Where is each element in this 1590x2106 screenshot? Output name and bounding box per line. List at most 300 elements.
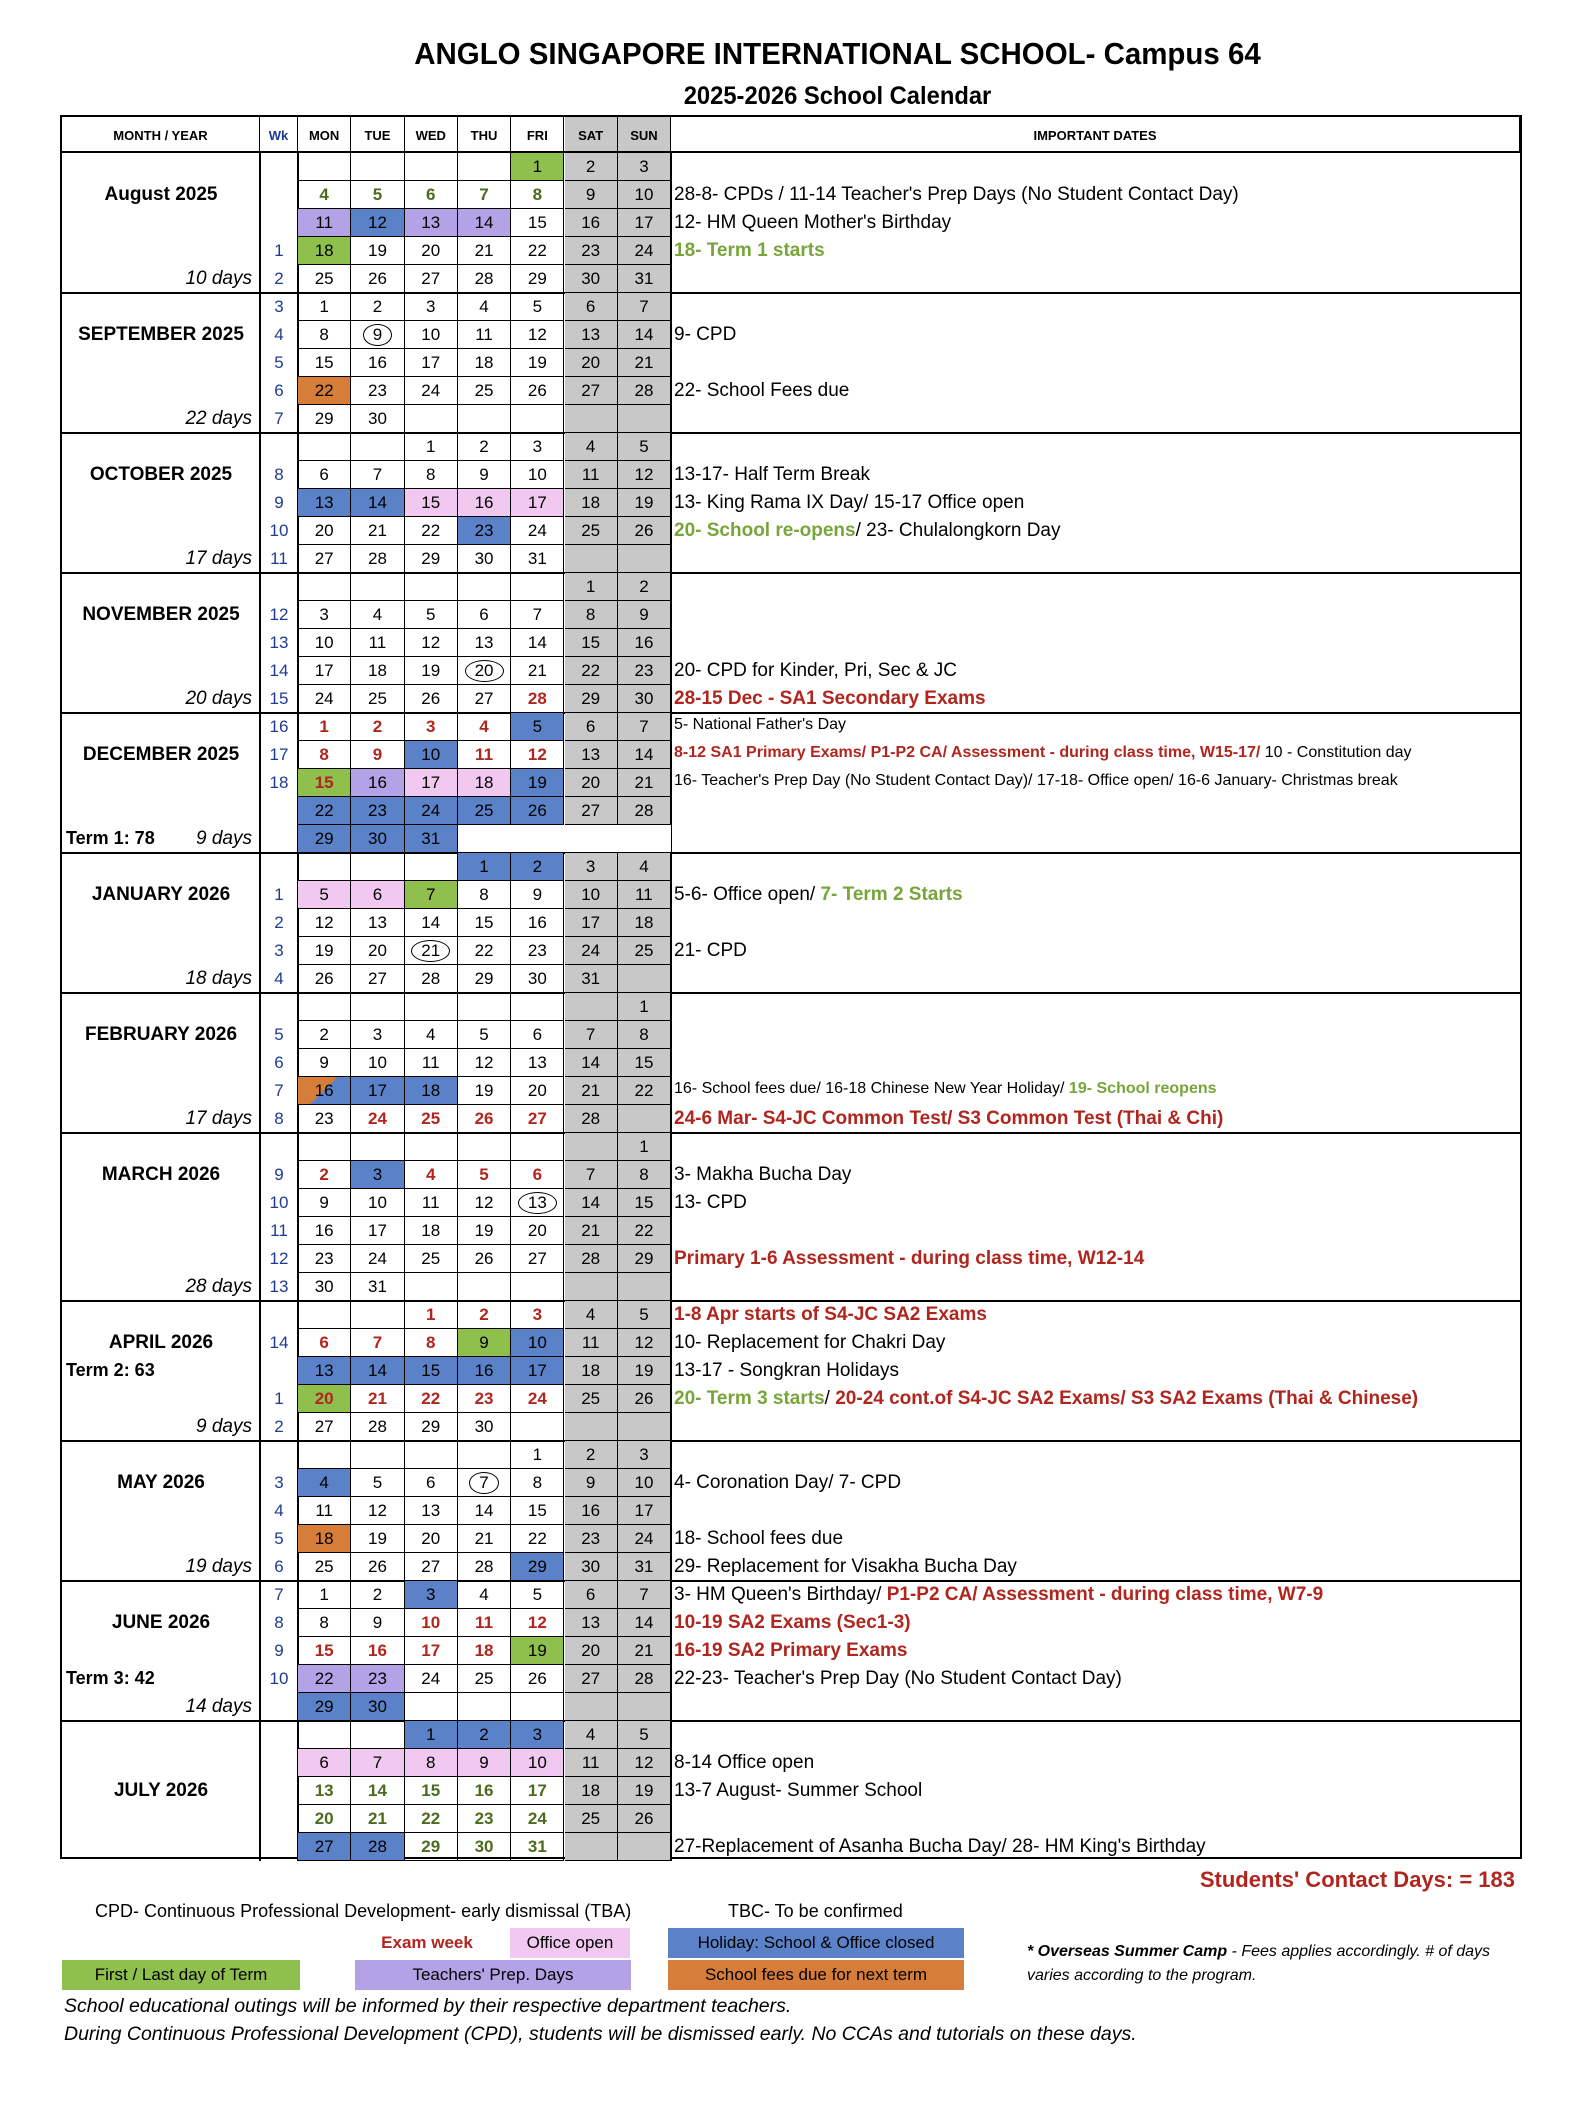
day-cell[interactable] [618, 405, 671, 433]
day-cell[interactable]: 22 [298, 797, 351, 825]
day-cell[interactable]: 13 [565, 741, 618, 769]
day-cell[interactable]: 20 [565, 769, 618, 797]
day-cell[interactable] [298, 1721, 351, 1749]
day-cell[interactable]: 10 [405, 741, 458, 769]
day-cell[interactable]: 30 [458, 545, 511, 573]
day-cell[interactable]: 12 [511, 741, 564, 769]
day-cell[interactable] [458, 405, 511, 433]
day-cell[interactable] [565, 1693, 618, 1721]
day-cell[interactable]: 14 [618, 741, 671, 769]
day-cell[interactable]: 14 [458, 209, 511, 237]
day-cell[interactable]: 5 [351, 1469, 404, 1497]
day-cell[interactable]: 10 [351, 1189, 404, 1217]
day-cell[interactable]: 25 [405, 1245, 458, 1273]
day-cell[interactable]: 8 [511, 1469, 564, 1497]
day-cell[interactable]: 13 [298, 1357, 351, 1385]
day-cell[interactable]: 31 [511, 545, 564, 573]
day-cell[interactable]: 12 [618, 461, 671, 489]
day-cell[interactable] [405, 1441, 458, 1469]
day-cell[interactable]: 17 [405, 349, 458, 377]
day-cell[interactable]: 23 [565, 237, 618, 265]
day-cell[interactable]: 29 [511, 265, 564, 293]
day-cell[interactable]: 24 [565, 937, 618, 965]
day-cell[interactable]: 4 [458, 293, 511, 321]
day-cell[interactable]: 12 [298, 909, 351, 937]
day-cell[interactable]: 12 [458, 1049, 511, 1077]
day-cell[interactable]: 26 [351, 265, 404, 293]
day-cell[interactable]: 7 [565, 1161, 618, 1189]
day-cell[interactable] [511, 1693, 564, 1721]
day-cell[interactable]: 13 [405, 1497, 458, 1525]
day-cell[interactable]: 15 [618, 1049, 671, 1077]
day-cell[interactable] [351, 573, 404, 601]
day-cell[interactable]: 10 [565, 881, 618, 909]
day-cell[interactable]: 20 [298, 1805, 351, 1833]
day-cell[interactable]: 26 [511, 377, 564, 405]
day-cell[interactable]: 11 [351, 629, 404, 657]
day-cell[interactable]: 6 [565, 1581, 618, 1609]
day-cell[interactable]: 20 [511, 1217, 564, 1245]
day-cell[interactable]: 1 [618, 993, 671, 1021]
day-cell[interactable]: 3 [618, 1441, 671, 1469]
day-cell[interactable]: 24 [511, 1385, 564, 1413]
day-cell[interactable]: 30 [511, 965, 564, 993]
day-cell[interactable]: 9 [298, 1049, 351, 1077]
day-cell[interactable]: 14 [565, 1049, 618, 1077]
day-cell[interactable]: 27 [351, 965, 404, 993]
day-cell[interactable]: 24 [351, 1245, 404, 1273]
day-cell[interactable]: 10 [298, 629, 351, 657]
day-cell[interactable] [298, 1301, 351, 1329]
day-cell[interactable]: 6 [298, 1749, 351, 1777]
day-cell[interactable]: 21 [511, 657, 564, 685]
day-cell[interactable]: 14 [618, 1609, 671, 1637]
day-cell[interactable] [511, 405, 564, 433]
day-cell[interactable]: 14 [618, 321, 671, 349]
day-cell[interactable] [458, 657, 511, 685]
day-cell[interactable]: 8 [298, 321, 351, 349]
day-cell[interactable]: 19 [511, 1637, 564, 1665]
day-cell[interactable]: 26 [618, 517, 671, 545]
day-cell[interactable]: 9 [351, 1609, 404, 1637]
day-cell[interactable]: 18 [351, 657, 404, 685]
day-cell[interactable] [565, 1833, 618, 1861]
day-cell[interactable]: 7 [618, 293, 671, 321]
day-cell[interactable]: 30 [565, 265, 618, 293]
day-cell[interactable]: 22 [618, 1077, 671, 1105]
day-cell[interactable]: 29 [298, 1693, 351, 1721]
day-cell[interactable]: 5 [618, 1301, 671, 1329]
day-cell[interactable]: 25 [405, 1105, 458, 1133]
day-cell[interactable]: 22 [458, 937, 511, 965]
day-cell[interactable]: 24 [405, 797, 458, 825]
day-cell[interactable] [618, 1693, 671, 1721]
day-cell[interactable]: 1 [511, 1441, 564, 1469]
day-cell[interactable]: 13 [298, 489, 351, 517]
day-cell[interactable]: 29 [458, 965, 511, 993]
day-cell[interactable] [351, 853, 404, 881]
day-cell[interactable]: 5 [458, 1021, 511, 1049]
day-cell[interactable]: 18 [298, 237, 351, 265]
day-cell[interactable]: 7 [458, 181, 511, 209]
day-cell[interactable]: 5 [405, 601, 458, 629]
day-cell[interactable]: 27 [298, 1413, 351, 1441]
day-cell[interactable]: 3 [405, 713, 458, 741]
day-cell[interactable]: 15 [298, 1637, 351, 1665]
day-cell[interactable]: 22 [298, 377, 351, 405]
day-cell[interactable]: 11 [618, 881, 671, 909]
day-cell[interactable]: 1 [298, 293, 351, 321]
day-cell[interactable] [565, 405, 618, 433]
day-cell[interactable]: 3 [405, 293, 458, 321]
day-cell[interactable]: 12 [511, 321, 564, 349]
day-cell[interactable] [405, 573, 458, 601]
day-cell[interactable]: 5 [351, 181, 404, 209]
day-cell[interactable]: 3 [511, 1301, 564, 1329]
day-cell[interactable]: 27 [458, 685, 511, 713]
day-cell[interactable]: 24 [618, 1525, 671, 1553]
day-cell[interactable]: 2 [298, 1021, 351, 1049]
day-cell[interactable]: 27 [405, 1553, 458, 1581]
day-cell[interactable]: 16 [351, 1637, 404, 1665]
day-cell[interactable]: 25 [565, 517, 618, 545]
day-cell[interactable]: 10 [511, 1329, 564, 1357]
day-cell[interactable]: 9 [351, 741, 404, 769]
day-cell[interactable]: 15 [618, 1189, 671, 1217]
day-cell[interactable]: 11 [298, 209, 351, 237]
day-cell[interactable]: 20 [511, 1077, 564, 1105]
day-cell[interactable]: 16 [351, 349, 404, 377]
day-cell[interactable]: 1 [405, 433, 458, 461]
day-cell[interactable]: 9 [511, 881, 564, 909]
day-cell[interactable]: 4 [458, 1581, 511, 1609]
day-cell[interactable] [351, 153, 404, 181]
day-cell[interactable]: 26 [351, 1553, 404, 1581]
day-cell[interactable]: 17 [351, 1077, 404, 1105]
day-cell[interactable]: 20 [298, 517, 351, 545]
day-cell[interactable]: 7 [405, 881, 458, 909]
day-cell[interactable]: 26 [511, 1665, 564, 1693]
day-cell[interactable]: 17 [405, 1637, 458, 1665]
day-cell[interactable] [298, 1441, 351, 1469]
day-cell[interactable]: 14 [351, 1777, 404, 1805]
day-cell[interactable] [511, 1133, 564, 1161]
day-cell[interactable] [565, 1413, 618, 1441]
day-cell[interactable]: 17 [298, 657, 351, 685]
day-cell[interactable]: 26 [618, 1805, 671, 1833]
day-cell[interactable]: 1 [405, 1301, 458, 1329]
day-cell[interactable] [565, 825, 618, 853]
day-cell[interactable]: 17 [618, 1497, 671, 1525]
day-cell[interactable] [405, 937, 458, 965]
day-cell[interactable]: 11 [298, 1497, 351, 1525]
day-cell[interactable]: 4 [565, 1301, 618, 1329]
day-cell[interactable]: 7 [618, 1581, 671, 1609]
day-cell[interactable]: 7 [511, 601, 564, 629]
day-cell[interactable] [618, 1413, 671, 1441]
day-cell[interactable]: 12 [351, 1497, 404, 1525]
day-cell[interactable]: 7 [351, 461, 404, 489]
day-cell[interactable] [511, 825, 564, 853]
day-cell[interactable] [405, 1273, 458, 1301]
day-cell[interactable] [565, 993, 618, 1021]
day-cell[interactable] [458, 573, 511, 601]
day-cell[interactable] [298, 1133, 351, 1161]
day-cell[interactable]: 9 [458, 1329, 511, 1357]
day-cell[interactable] [405, 1693, 458, 1721]
day-cell[interactable]: 24 [405, 1665, 458, 1693]
day-cell[interactable] [351, 1133, 404, 1161]
day-cell[interactable] [511, 1189, 564, 1217]
day-cell[interactable]: 29 [298, 825, 351, 853]
day-cell[interactable]: 29 [298, 405, 351, 433]
day-cell[interactable] [351, 1721, 404, 1749]
day-cell[interactable]: 15 [565, 629, 618, 657]
day-cell[interactable] [618, 965, 671, 993]
day-cell[interactable]: 28 [351, 1413, 404, 1441]
day-cell[interactable]: 5 [511, 713, 564, 741]
day-cell[interactable]: 29 [565, 685, 618, 713]
day-cell[interactable]: 22 [565, 657, 618, 685]
day-cell[interactable]: 15 [405, 489, 458, 517]
day-cell[interactable]: 1 [458, 853, 511, 881]
day-cell[interactable]: 11 [565, 1749, 618, 1777]
day-cell[interactable]: 21 [458, 1525, 511, 1553]
day-cell[interactable]: 4 [565, 1721, 618, 1749]
day-cell[interactable]: 17 [511, 1777, 564, 1805]
day-cell[interactable] [458, 153, 511, 181]
day-cell[interactable]: 28 [565, 1245, 618, 1273]
day-cell[interactable]: 16 [351, 769, 404, 797]
day-cell[interactable] [618, 1105, 671, 1133]
day-cell[interactable]: 27 [298, 1833, 351, 1861]
day-cell[interactable]: 16 [298, 1217, 351, 1245]
day-cell[interactable]: 16 [458, 489, 511, 517]
day-cell[interactable]: 15 [405, 1777, 458, 1805]
day-cell[interactable]: 5 [298, 881, 351, 909]
day-cell[interactable]: 29 [405, 545, 458, 573]
day-cell[interactable]: 14 [511, 629, 564, 657]
day-cell[interactable]: 6 [458, 601, 511, 629]
day-cell[interactable]: 25 [298, 1553, 351, 1581]
day-cell[interactable] [565, 1133, 618, 1161]
day-cell[interactable]: 13 [511, 1049, 564, 1077]
day-cell[interactable]: 18 [405, 1217, 458, 1245]
day-cell[interactable]: 10 [405, 321, 458, 349]
day-cell[interactable]: 15 [298, 349, 351, 377]
day-cell[interactable]: 17 [618, 209, 671, 237]
day-cell[interactable]: 10 [618, 181, 671, 209]
day-cell[interactable]: 19 [458, 1077, 511, 1105]
day-cell[interactable]: 28 [458, 265, 511, 293]
day-cell[interactable]: 29 [405, 1413, 458, 1441]
day-cell[interactable]: 11 [405, 1049, 458, 1077]
day-cell[interactable]: 25 [458, 377, 511, 405]
day-cell[interactable]: 27 [405, 265, 458, 293]
day-cell[interactable]: 18 [405, 1077, 458, 1105]
day-cell[interactable] [298, 993, 351, 1021]
day-cell[interactable]: 23 [565, 1525, 618, 1553]
day-cell[interactable]: 20 [351, 937, 404, 965]
day-cell[interactable]: 6 [298, 1329, 351, 1357]
day-cell[interactable]: 11 [458, 741, 511, 769]
day-cell[interactable]: 6 [298, 461, 351, 489]
day-cell[interactable]: 25 [458, 1665, 511, 1693]
day-cell[interactable]: 13 [351, 909, 404, 937]
day-cell[interactable]: 29 [618, 1245, 671, 1273]
day-cell[interactable]: 2 [351, 1581, 404, 1609]
day-cell[interactable]: 2 [511, 853, 564, 881]
day-cell[interactable]: 23 [618, 657, 671, 685]
day-cell[interactable]: 30 [458, 1833, 511, 1861]
day-cell[interactable]: 22 [618, 1217, 671, 1245]
day-cell[interactable]: 28 [618, 377, 671, 405]
day-cell[interactable]: 24 [618, 237, 671, 265]
day-cell[interactable] [565, 1273, 618, 1301]
day-cell[interactable] [298, 573, 351, 601]
day-cell[interactable]: 13 [405, 209, 458, 237]
day-cell[interactable]: 26 [458, 1105, 511, 1133]
day-cell[interactable] [458, 1441, 511, 1469]
day-cell[interactable]: 10 [405, 1609, 458, 1637]
day-cell[interactable]: 21 [565, 1077, 618, 1105]
day-cell[interactable]: 28 [351, 545, 404, 573]
day-cell[interactable]: 22 [405, 1385, 458, 1413]
day-cell[interactable] [298, 853, 351, 881]
day-cell[interactable]: 21 [618, 769, 671, 797]
day-cell[interactable]: 1 [565, 573, 618, 601]
day-cell[interactable]: 4 [351, 601, 404, 629]
day-cell[interactable]: 4 [458, 713, 511, 741]
day-cell[interactable]: 12 [618, 1329, 671, 1357]
day-cell[interactable]: 9 [298, 1189, 351, 1217]
day-cell[interactable]: 23 [351, 1665, 404, 1693]
day-cell[interactable]: 25 [565, 1385, 618, 1413]
day-cell[interactable]: 31 [351, 1273, 404, 1301]
day-cell[interactable]: 15 [298, 769, 351, 797]
day-cell[interactable]: 24 [511, 517, 564, 545]
day-cell[interactable]: 30 [458, 1413, 511, 1441]
day-cell[interactable]: 8 [618, 1021, 671, 1049]
day-cell[interactable]: 4 [405, 1161, 458, 1189]
day-cell[interactable]: 2 [351, 293, 404, 321]
day-cell[interactable]: 20 [405, 1525, 458, 1553]
day-cell[interactable]: 17 [511, 1357, 564, 1385]
day-cell[interactable]: 2 [565, 153, 618, 181]
day-cell[interactable]: 6 [405, 181, 458, 209]
day-cell[interactable]: 20 [565, 1637, 618, 1665]
day-cell[interactable] [565, 545, 618, 573]
day-cell[interactable]: 6 [511, 1021, 564, 1049]
day-cell[interactable]: 27 [511, 1245, 564, 1273]
day-cell[interactable] [511, 1413, 564, 1441]
day-cell[interactable]: 3 [298, 601, 351, 629]
day-cell[interactable]: 18 [565, 1357, 618, 1385]
day-cell[interactable]: 11 [565, 1329, 618, 1357]
day-cell[interactable] [351, 993, 404, 1021]
day-cell[interactable]: 21 [565, 1217, 618, 1245]
day-cell[interactable]: 22 [511, 237, 564, 265]
day-cell[interactable]: 31 [618, 1553, 671, 1581]
day-cell[interactable]: 23 [458, 1385, 511, 1413]
day-cell[interactable]: 27 [565, 797, 618, 825]
day-cell[interactable]: 21 [351, 1805, 404, 1833]
day-cell[interactable]: 21 [458, 237, 511, 265]
day-cell[interactable]: 4 [618, 853, 671, 881]
day-cell[interactable]: 19 [618, 1777, 671, 1805]
day-cell[interactable]: 17 [511, 489, 564, 517]
day-cell[interactable]: 2 [298, 1161, 351, 1189]
day-cell[interactable]: 23 [351, 377, 404, 405]
day-cell[interactable]: 25 [458, 797, 511, 825]
day-cell[interactable]: 17 [405, 769, 458, 797]
day-cell[interactable]: 22 [405, 517, 458, 545]
day-cell[interactable]: 11 [405, 1189, 458, 1217]
day-cell[interactable]: 19 [511, 769, 564, 797]
day-cell[interactable]: 12 [511, 1609, 564, 1637]
day-cell[interactable]: 3 [511, 1721, 564, 1749]
day-cell[interactable]: 30 [351, 1693, 404, 1721]
day-cell[interactable]: 24 [511, 1805, 564, 1833]
day-cell[interactable]: 8 [405, 1329, 458, 1357]
day-cell[interactable]: 28 [458, 1553, 511, 1581]
day-cell[interactable]: 28 [405, 965, 458, 993]
day-cell[interactable]: 21 [351, 517, 404, 545]
day-cell[interactable] [618, 545, 671, 573]
day-cell[interactable]: 3 [511, 433, 564, 461]
day-cell[interactable]: 18 [458, 769, 511, 797]
day-cell[interactable]: 26 [458, 1245, 511, 1273]
day-cell[interactable]: 15 [458, 909, 511, 937]
day-cell[interactable] [298, 153, 351, 181]
day-cell[interactable]: 18 [565, 489, 618, 517]
day-cell[interactable]: 19 [458, 1217, 511, 1245]
day-cell[interactable]: 1 [618, 1133, 671, 1161]
day-cell[interactable]: 4 [565, 433, 618, 461]
day-cell[interactable] [618, 825, 671, 853]
day-cell[interactable]: 2 [618, 573, 671, 601]
day-cell[interactable] [458, 1273, 511, 1301]
day-cell[interactable]: 21 [351, 1385, 404, 1413]
day-cell[interactable]: 29 [511, 1553, 564, 1581]
day-cell[interactable]: 19 [511, 349, 564, 377]
day-cell[interactable]: 16 [565, 1497, 618, 1525]
day-cell[interactable]: 3 [618, 153, 671, 181]
day-cell[interactable]: 10 [511, 1749, 564, 1777]
day-cell[interactable]: 25 [351, 685, 404, 713]
day-cell[interactable]: 23 [298, 1245, 351, 1273]
day-cell[interactable] [618, 1273, 671, 1301]
day-cell[interactable]: 9 [458, 1749, 511, 1777]
day-cell[interactable]: 24 [351, 1105, 404, 1133]
day-cell[interactable]: 25 [618, 937, 671, 965]
day-cell[interactable]: 29 [405, 1833, 458, 1861]
day-cell[interactable] [351, 1301, 404, 1329]
day-cell[interactable]: 9 [565, 1469, 618, 1497]
day-cell[interactable]: 24 [298, 685, 351, 713]
day-cell[interactable]: 21 [618, 349, 671, 377]
day-cell[interactable]: 6 [565, 293, 618, 321]
day-cell[interactable]: 4 [298, 181, 351, 209]
day-cell[interactable] [405, 153, 458, 181]
day-cell[interactable]: 25 [565, 1805, 618, 1833]
day-cell[interactable]: 2 [458, 1301, 511, 1329]
day-cell[interactable]: 17 [565, 909, 618, 937]
day-cell[interactable]: 8 [511, 181, 564, 209]
day-cell[interactable]: 13 [298, 1777, 351, 1805]
day-cell[interactable]: 11 [458, 321, 511, 349]
day-cell[interactable]: 12 [618, 1749, 671, 1777]
